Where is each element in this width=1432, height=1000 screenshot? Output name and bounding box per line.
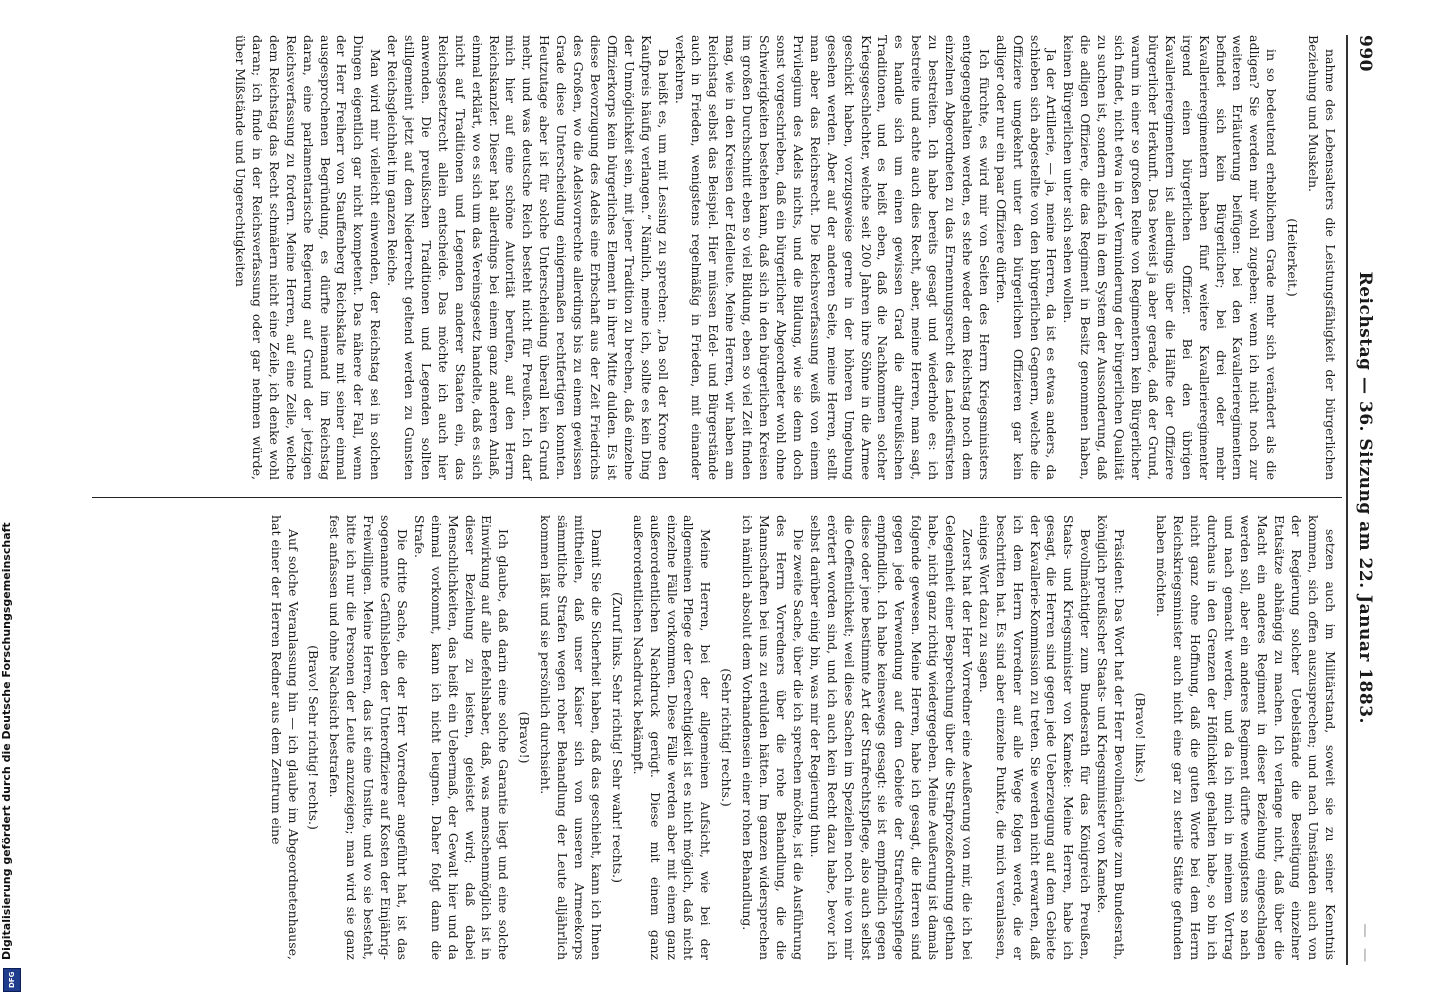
right-paragraph: (Bravo! Sehr richtig! rechts.) (306, 645, 322, 830)
rotated-page (60, 15, 1390, 985)
right-paragraph: Die dritte Sache, die der Herr Vorredner angeführt hat, ist das sogenannte Gefühlsleben der Unteroffiziere auf Kosten der Einjährig-Freiwilligen. Meine Herren, das ist eine Unsitte, und wo sie besteht, bitte ich nur die Personen der Leute anzuzeigen; man wird sie ganz fest anfassen und ohne Nachsicht bestrafen. (327, 515, 410, 960)
page-number: 990 (1355, 35, 1375, 72)
right-paragraph: Präsident: Das Wort hat der Herr Bevollmächtigte zum Bundesrath, königlich preußischer Staats- und Kriegsminister von Kameke. (1095, 515, 1128, 960)
left-paragraph: Da heißt es, um mit Lessing zu sprechen: „Da soll der Krone den Kaufpreis häufig verlangen.“ Nämlich, meine ich, sollte es kein Ding der Unmöglichkeit sein, mit jener Tradition zu brechen, daß einzelne Offizierkorps kein bürgerliches Element in ihrer Mitte dulden. Es ist diese Bevorzugung des Adels eine Erbschaft aus der Zeit Friedrichs des Großen, wo die Adelsvorrechte allerdings bis zu einem gewissen Grade diese Unterscheidung einigermaßen rechtfertigen konnten. Heutzutage aber ist für solche Unterscheidung überall kein Grund mehr, und was deutsche Reich besteht nicht für Preußen. Ich darf mich hier auf eine schöne Autorität berufen, auf den Herrn Reichskanzler. Dieser hat allerdings bei einem ganz anderen Anlaß, einmal erklärt, wo es sich um das Vereinsgesetz handelte, daß es sich nicht auf Traditionen und Legenden anderer Staaten ein, das Reichsgesetzrecht allein entscheide. Das möchte ich auch hier anwenden. Die preußischen Traditionen und Legenden sollten stillgemeint jetzt auf dem Niederrecht geltend werden zu Gunsten der Reichsgleichheit im ganzen Reiche. (385, 35, 671, 480)
right-paragraph: Damit Sie die Sicherheit haben, daß das geschieht, kann ich Ihnen mittheilen, daß unser Kaiser sich von unseren Armeekorps sämmtliche Strafen wegen roher Behandlung der Leute alljährlich kommen läßt und sie persönlich durchsieht. (538, 515, 604, 960)
dfg-logo-icon: DFG (3, 968, 21, 992)
right-paragraph: Zuerst hat der Herr Vorredner eine Aeußerung von mir, die ich bei Gelegenheit einer Besprechung über die Strafprozeßordnung gethan habe, nicht ganz richtig wiedergegeben. Meine Aeußerung ist damals folgende gewesen. Meine Herren, habe ich gesagt, die Herren sind gegen jede Verwendung auf dem Gebiete der Strafrechtspflege empfindlich. Ich habe keineswegs gesagt: sie ist empfindlich gegen diese oder jene bestimmte Art der Strafrechtspflege, also auch selbst die Oeffentlichkeit; weil diese Sachen im Speziellen noch nie von mir erörtert worden sind, und ich auch kein Recht dazu habe, bevor ich selbst darüber einig bin, was mir der Regierung thun. (807, 515, 975, 960)
right-paragraph: Die zweite Sache, über die ich sprechen möchte, ist die Ausführung des Herrn Vorredners über die rohe Behandlung, die die Mannschaften bei uns zu erdulden hätten. Im ganzen widersprechen ich nämlich absolut dem Vorhandensein einer rohen Behandlung. (740, 515, 806, 960)
digitization-credit: Digitalisierung gefördert durch die Deutsche Forschungsgemeinschaft (0, 522, 13, 960)
right-paragraph: (Bravo! links.) (1133, 692, 1149, 783)
right-paragraph: Ich glaube, daß darin eine solche Garantie liegt und eine solche Einwirkung auf alle Befehlshaber, daß, was menschenmöglich ist in dieser Beziehung zu leisten, geleistet wird; daß dabei Menschlichkeiten, das heißt ein Uebermaß, der Gewalt hier und da einmal vorkommt, kann ich nicht leugnen. Daher folgt dann die Strafe. (411, 515, 512, 960)
left-paragraph: Ja der Artillerie, — ja, meine Herren, da ist es etwas anders, da schieben sich abgestellte von den bürgerlichen Gegnern, welche die Offiziere umgekehrt unter den bürgerlichen Offizieren gar kein adliger oder nur ein paar Offiziere dürfen. (993, 35, 1060, 480)
header-mark: — — (1357, 923, 1373, 965)
left-paragraph: (Heiterkeit.) (1285, 218, 1301, 297)
page-header (1346, 35, 1382, 965)
right-paragraph: (Sehr richtig! rechts.) (719, 668, 735, 807)
right-paragraph: setzen auch im Militärstand, soweit sie zu seiner Kenntnis kommen, sich offen auszusprechen; und nach Umständen auch von der Regierung solcher Uebelstände die Beseitigung einzelner Etatsätze abhängig zu machen. Ich verlange nicht, daß über die Macht ein anderes Regiment in dieser Beziehung eingeschlagen werden soll, aber ein anderes Regiment dürfte wenigstens so nach und nach gemacht werden, und da ich mich in meinem Vortrag durchaus in den Grenzen der Höflichkeit gehalten habe, so bin ich nicht ganz ohne Hoffnung, daß die guten Worte bei dem Herrn Reichskriegsminister auch nicht eine gar zu sterile Stätte gefunden haben möchten. (1153, 515, 1338, 960)
left-paragraph: Ich fürchte, es wird mir von Seiten des Herrn Kriegsministers entgegengehalten werden, es stehe weder dem Reichstag noch dem einzelnen Abgeordneten zu das Ernennungsrecht des Landesfürsten zu bestreiten. Ich habe bereits gesagt und wiederhole es: ich bestreite und achte auch dies Recht, aber, meine Herren, man sagt, es handle sich um einen gewissen Grad die altpreußischen Traditionen, und es heißt eben, daß die Nachkommen solcher Kriegsgeschlechter, welche seit 200 Jahren ihre Söhne in die Armee geschickt haben, vorzugsweise gerne in der höheren Umgebung gesehen werden. Aber auf der anderen Seite, meine Herren, stellt man aber das Reichsrecht. Die Reichsverfassung weiß von einem Privilegium des Adels nichts, und die Bildung, wie sie denn doch sonst vorgeschrieben, daß ein bürgerlicher Abgeordneter wohl ohne Schwierigkeiten bestehen kann, daß sich in den bürgerlichen Kreisen im großen Durchschnitt eben so viel Bildung, eben so viel Zeit finden mag, wie in den Kreisen der Edelleute. Meine Herren, wir haben am Reichstag selbst das Beispiel. Hier müssen Edel- und Bürgerstände auch in Frieden, wenigstens regelmäßig in Frieden, mit einander verkehren. (672, 35, 992, 480)
right-paragraph: (Bravo!) (517, 711, 533, 764)
right-paragraph: Auf solche Veranlassung hin — ich glaube im Abgeordnetenhause, hat einer der Herren Redner aus dem Zentrum eine (268, 515, 301, 960)
right-column (267, 515, 1338, 960)
left-paragraph: Man wird mir vielleicht einwenden, der Reichstag sei in solchen Dingen eigentlich gar nicht kompetent. Das nähere der Fall, wenn der Herr Freiherr von Stauffenberg Reichskalte mit seiner einmal ausgesprochenen Begründung, es dürfte niemand im Reichstag daran, eine parlamentarische Regierung auf Grund der jetzigen Reichsverfassung zu fordern. Meine Herren, auf eine Zeile, welche dem Reichstag das Recht schmälern nicht eine Zeile, ich denke wohl daran; ich finde in der Reichsverfassung oder gar nehmen würde, über Mißstände und Ungerechtigkeiten (233, 35, 384, 480)
right-paragraph: Meine Herren, bei der allgemeinen Aufsicht, wie bei der allgemeinen Pflege der Gerechtigkeit ist es nicht möglich, daß nicht einzelne Fälle vorkommen. Diese Fälle werden aber mit einem ganz außerordentlichen Nachdruck gerügt. Diese mit einem ganz außerordentlichen Nachdruck bekämpft. (630, 515, 714, 960)
right-paragraph: (Zuruf links. Sehr richtig! Sehr wahr! rechts.) (609, 591, 625, 884)
left-paragraph: in so bedeutend erheblichem Grade mehr sich verändert als die adligen? Sie werden mir wohl zugeben: wenn ich nicht noch zur weiteren Erläuterung beifügen: bei den Kavallerieregimentern befindet sich kein Bürgerlicher; bei drei oder mehr Kavallerieregimentern haben fünf weitere Kavallerieregimenter irgend einen bürgerlichen Offizier. Bei den übrigen Kavallerieregimentern ist allerdings über die Hälfte der Offiziere bürgerlicher Herkunft. Das beweist ja aber gerade, daß der Grund, warum in einer so großen Reihe von Regimentern kein Bürgerlicher sich findet, nicht etwa in der Verminderung der bürgerlichen Qualität zu suchen ist, sondern einfach in dem System der Aussonderung, daß die adligen Offiziere, die das Regiment in Besitz genommen haben, keinen Bürgerlichen unter sich sehen wollen. (1061, 35, 1280, 480)
column-divider (92, 497, 1342, 498)
right-paragraph: Bevollmächtigter zum Bundesrath für das Königreich Preußen, Staats- und Kriegsminister von Kameke: Meine Herren, habe ich gesagt, die Herren sind gegen jede Ueberzeugung auf dem Gebiete der Kavallerie-Kommission zu treten. Sie werden nicht erwarten, daß ich dem Herrn Vorredner auf alle Wege folgen werde, die er beschritten hat. Es sind aber einzelne Punkte, die mich veranlassen, einiges Wort dazu zu sagen. (976, 515, 1094, 960)
page-title: Reichstag — 36. Sitzung am 22. Januar 1883. (1355, 271, 1375, 724)
left-paragraph: nahme des Lebensalters die Leistungsfähigkeit der bürgerlichen Beziehung und Muskeln. (1306, 35, 1338, 480)
left-column (231, 35, 1338, 480)
